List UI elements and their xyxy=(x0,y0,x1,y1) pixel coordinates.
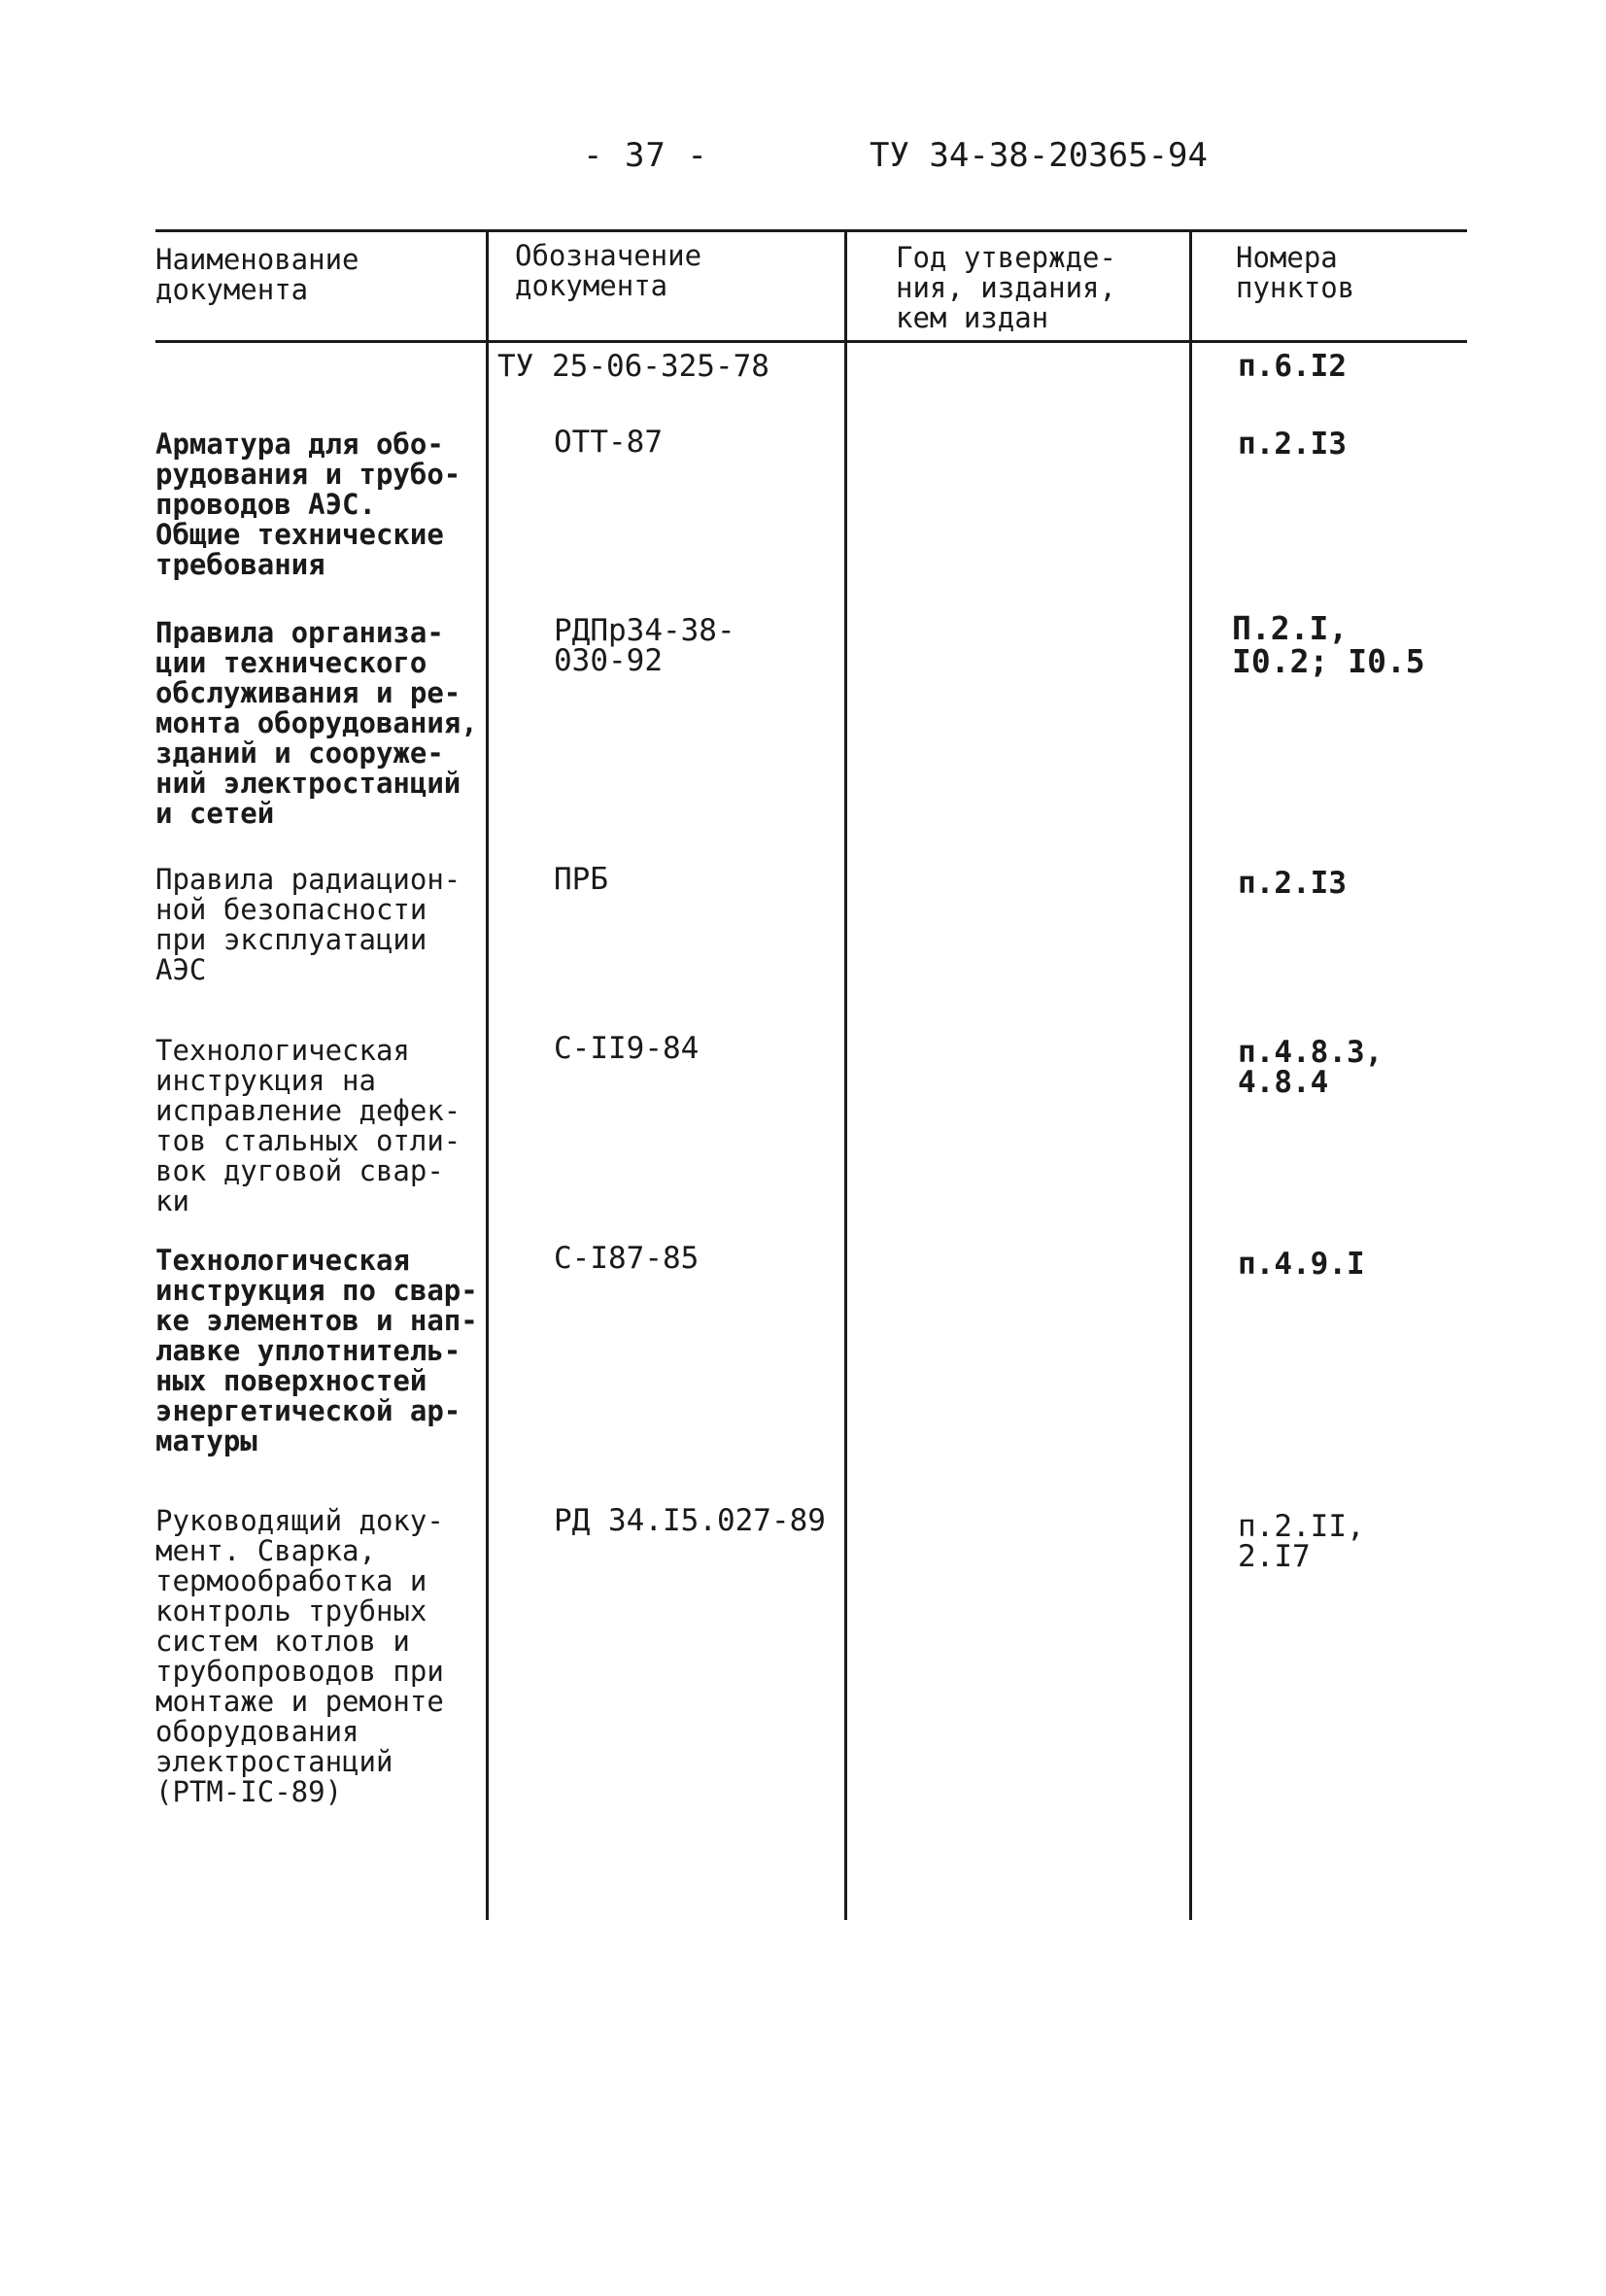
header-name: Наименование документа xyxy=(155,243,359,306)
row-4-designation: С-II9-84 xyxy=(554,1031,700,1066)
document-code: ТУ 34-38-20365-94 xyxy=(870,136,1208,175)
header-items: Номера пунктов xyxy=(1236,241,1355,304)
row-2-designation: РДПр34-38- 030-92 xyxy=(554,613,735,678)
row-3-items: п.2.I3 xyxy=(1238,866,1347,901)
row-1-items: п.2.I3 xyxy=(1238,427,1347,462)
row-1-name: Арматура для обо- рудования и трубо- проводов АЭС. Общие технические требования xyxy=(155,428,461,581)
row-1-designation: ОТТ-87 xyxy=(554,425,663,460)
row-5-items: п.4.9.I xyxy=(1238,1247,1365,1282)
row-5-name: Технологическая инструкция по свар- ке элементов и нап- лавке уплотнитель- ных поверхностей энергетической ар- матуры xyxy=(155,1244,478,1457)
header-year: Год утвержде- ния, издания, кем издан xyxy=(896,241,1116,334)
row-6-name: Руководящий доку- мент. Сварка, термообработка и контроль трубных систем котлов и трубопроводов при монтаже и ремонте оборудования электростанций (РТМ-IC-89) xyxy=(155,1504,444,1808)
row-2-items: П.2.I, I0.2; I0.5 xyxy=(1232,609,1425,680)
row-6-items: п.2.II, 2.I7 xyxy=(1238,1509,1365,1574)
row-6-designation: РД 34.I5.027-89 xyxy=(554,1503,826,1538)
column-divider-2 xyxy=(844,229,847,1920)
row-2-name: Правила организа- ции технического обслуживания и ре- монта оборудования, зданий и сооруже- ний электростанций и сетей xyxy=(155,616,478,830)
page-number: - 37 - xyxy=(583,136,708,175)
table-top-border xyxy=(155,229,1467,232)
row-3-designation: ПРБ xyxy=(554,862,608,897)
row-5-designation: С-I87-85 xyxy=(554,1241,700,1276)
row-4-items: п.4.8.3, 4.8.4 xyxy=(1238,1035,1384,1100)
column-divider-3 xyxy=(1189,229,1192,1920)
row-0-designation: ТУ 25-06-325-78 xyxy=(497,349,769,384)
row-3-name: Правила радиацион- ной безопасности при эксплуатации АЭС xyxy=(155,863,461,986)
table-header-divider xyxy=(155,340,1467,343)
row-0-items: п.6.I2 xyxy=(1238,349,1347,384)
column-divider-1 xyxy=(486,229,489,1920)
header-designation: Обозначение документа xyxy=(515,239,702,302)
row-4-name: Технологическая инструкция на исправление дефек- тов стальных отли- вок дуговой свар- ки xyxy=(155,1034,461,1217)
